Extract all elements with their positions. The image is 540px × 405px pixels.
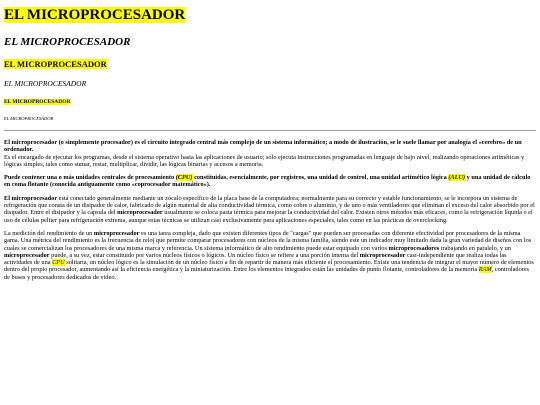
- highlight-cpu-inline: CPU: [52, 259, 65, 267]
- heading-level-3: EL MICROPROCESADOR: [4, 59, 107, 69]
- paragraph-cooling: El microprocesador está conectado generalmente mediante un zócalo específico de la placa base de la computadora; normalmente para su correcto y estable funcionamiento, se le incorpora un sistema de refrigeración que consta de un disipador de calor, fabricado de algún material de alta conductividad térmica, como cobre o aluminio, y de uno o más ventiladores que eliminan el exceso del calor absorbido por el disipador. Entre el disipador y la cápsula del microprocesador usualmente se coloca pasta térmica para mejorar la conductividad del calor. Existen otros métodos más eficaces, como la refrigeración líquida o el uso de células peltier para refrigeración extrema, aunque estas técnicas se utilizan casi exclusivamente para aplicaciones especiales, tales como en las prácticas de overclocking.: [4, 194, 535, 224]
- heading-level-6: EL MICROPROCESADOR: [4, 116, 54, 121]
- highlight-alu: (ALU): [448, 174, 466, 182]
- paragraph-definition: [4, 139, 536, 168]
- paragraph-components: Puede contener una o más unidades centrales de procesamiento (CPU) constituidas, esencialmente, por registros, una unidad de control, una unidad aritmético lógica (ALU) y una unidad de cálculo en coma flotante (conocida antiguamente como «coprocesador matemático»).: [4, 174, 531, 189]
- definition-body-text: Es el encargado de ejecutar los programas, desde el sistema operativo hasta las aplicaciones de usuario; sólo ejecuta instrucciones programadas en lenguaje de bajo nivel, realizando operaciones aritméticas y lógicas simples, tales como sumar, restar, multiplicar, dividir, las lógicas binarias y accesos a memoria.: [4, 153, 525, 168]
- horizontal-divider: [4, 130, 536, 131]
- definition-bold-text: El microprocesador (o simplemente procesador) es el circuito integrado central más complejo de un sistema informático; a modo de ilustración, se le suele llamar por analogía el «cerebro» de un ordenador.: [4, 139, 522, 154]
- heading-level-4: EL MICROPROCESADOR: [4, 79, 87, 88]
- highlight-ram: RAM: [478, 266, 492, 274]
- heading-level-2: EL MICROPROCESADOR: [4, 36, 131, 48]
- paragraph-performance: La medición del rendimiento de un microprocesador es una tarea compleja, dado que existen diferentes tipos de "cargas" que pueden ser procesadas con diferente efectividad por procesadores de la misma gama. Una métrica del rendimiento es la frecuencia de reloj que permite comparar procesadores con núcleos de la misma familia, siendo este un indicador muy limitado dada la gran variedad de diseños con los cuales se comercializan los procesadores de una misma marca y referencia. Un sistema informático de alto rendimiento puede estar equipado con varios microprocesadores trabajando en paralelo, y un microprocesador puede, a su vez, estar constituido por varios núcleos físicos o lógicos. Un núcleo físico se refiere a una porción interna del microprocesador casi-independiente que realiza todas las actividades de una CPU solitaria, un núcleo lógico es la simulación de un núcleo físico a fin de repartir de manera más eficiente el procesamiento. Existe una tendencia de integrar el mayor número de elementos dentro del propio procesador, aumentando así la eficiencia energética y la miniaturización. Entre los elementos integrados están las unidades de punto flotante, controladores de la memoria RAM, controladores de buses y procesadores dedicados de video.: [4, 229, 534, 281]
- highlight-cpu: (CPU): [175, 174, 193, 182]
- heading-level-5: EL MICROPROCESADOR: [4, 99, 71, 105]
- heading-level-1: EL MICROPROCESADOR: [4, 7, 186, 23]
